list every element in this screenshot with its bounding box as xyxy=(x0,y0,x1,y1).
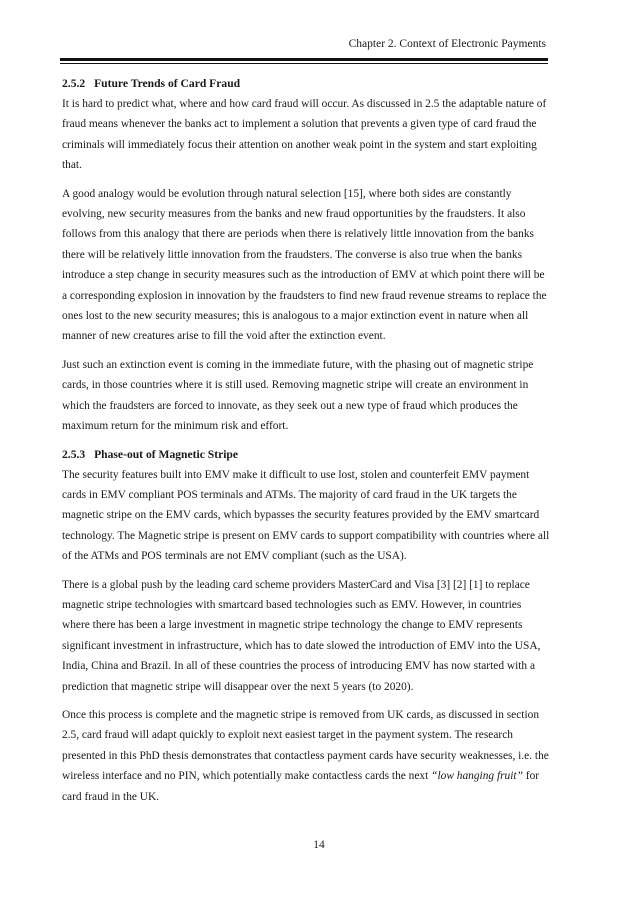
header-rule-thick xyxy=(60,58,548,61)
page-number: 14 xyxy=(313,839,325,851)
paragraph: Just such an extinction event is coming in the immediate future, with the phasing out of magnetic stripe cards, in those countries where it is still used. Removing magnetic stripe will create an environment in which the fraudsters are forced to innovate, as they seek out a new type of fraud which produces the maximum return for the minimum risk and effort. xyxy=(62,358,534,433)
section-number: 2.5.2 xyxy=(62,77,86,90)
section-heading-2-5-3 xyxy=(62,445,550,465)
section-title: Phase-out of Magnetic Stripe xyxy=(94,447,239,461)
page-body xyxy=(62,74,550,815)
paragraph-text: Once this process is complete and the magnetic stripe is removed from UK cards, as discussed in section 2.5, card fraud will adapt quickly to exploit next easiest target in the payment system. The research presented in this PhD thesis demonstrates that contactless payment cards have security weaknesses, i.e. the wireless interface and no PIN, which potentially make contactless cards the next xyxy=(62,708,549,783)
paragraph: It is hard to predict what, where and how card fraud will occur. As discussed in 2.5 the adaptable nature of fraud means whenever the banks act to implement a solution that prevents a given type of card fraud the criminals will immediately focus their attention on another weak point in the system and start exploiting that. xyxy=(62,98,547,172)
paragraph: There is a global push by the leading card scheme providers MasterCard and Visa [3] [2] [1] to replace magnetic stripe technologies with smartcard based technologies such as EMV. However, in countries where there has been a large investment in magnetic stripe technology the change to EMV represents significant investment in infrastructure, which has to date slowed the introduction of EMV into the USA, India, China and Brazil. In all of these countries the process of introducing EMV has now started with a prediction that magnetic stripe will disappear over the next 5 years (to 2020). xyxy=(62,578,541,693)
section-number: 2.5.3 xyxy=(62,447,86,461)
running-header: Chapter 2. Context of Electronic Payments xyxy=(348,38,546,50)
header-rule-thin xyxy=(60,63,548,64)
section-title: Future Trends of Card Fraud xyxy=(94,77,241,90)
paragraph: The security features built into EMV make it difficult to use lost, stolen and counterfeit EMV payment cards in EMV compliant POS terminals and ATMs. The majority of card fraud in the UK targets the magnetic stripe on the EMV cards, which bypasses the security features provided by the EMV smartcard technology. The Magnetic stripe is present on EMV cards to support compatibility with countries where all of the ATMs and POS terminals are not EMV compliant (such as the USA). xyxy=(62,468,550,563)
paragraph: A good analogy would be evolution through natural selection [15], where both sides are constantly evolving, new security measures from the banks and new fraud opportunities by the fraudsters. It also follows from this analogy that there are periods when there is relatively little innovation from the banks there will be relatively little innovation from the fraudsters. The converse is also true when the banks introduce a step change in security measures such as the introduction of EMV at which point there will be a corresponding explosion in innovation by the fraudsters to find new fraud revenue streams to replace the ones lost to the new security measures; this is analogous to a major extinction event in nature when all manner of new creatures arise to fill the void after the extinction event. xyxy=(62,187,547,343)
paragraph-final xyxy=(62,705,550,807)
emphasis-phrase: “low hanging fruit” xyxy=(431,770,523,783)
section-heading-2-5-2 xyxy=(62,74,550,94)
paragraph-ending: for card fraud in the UK. xyxy=(62,770,540,803)
